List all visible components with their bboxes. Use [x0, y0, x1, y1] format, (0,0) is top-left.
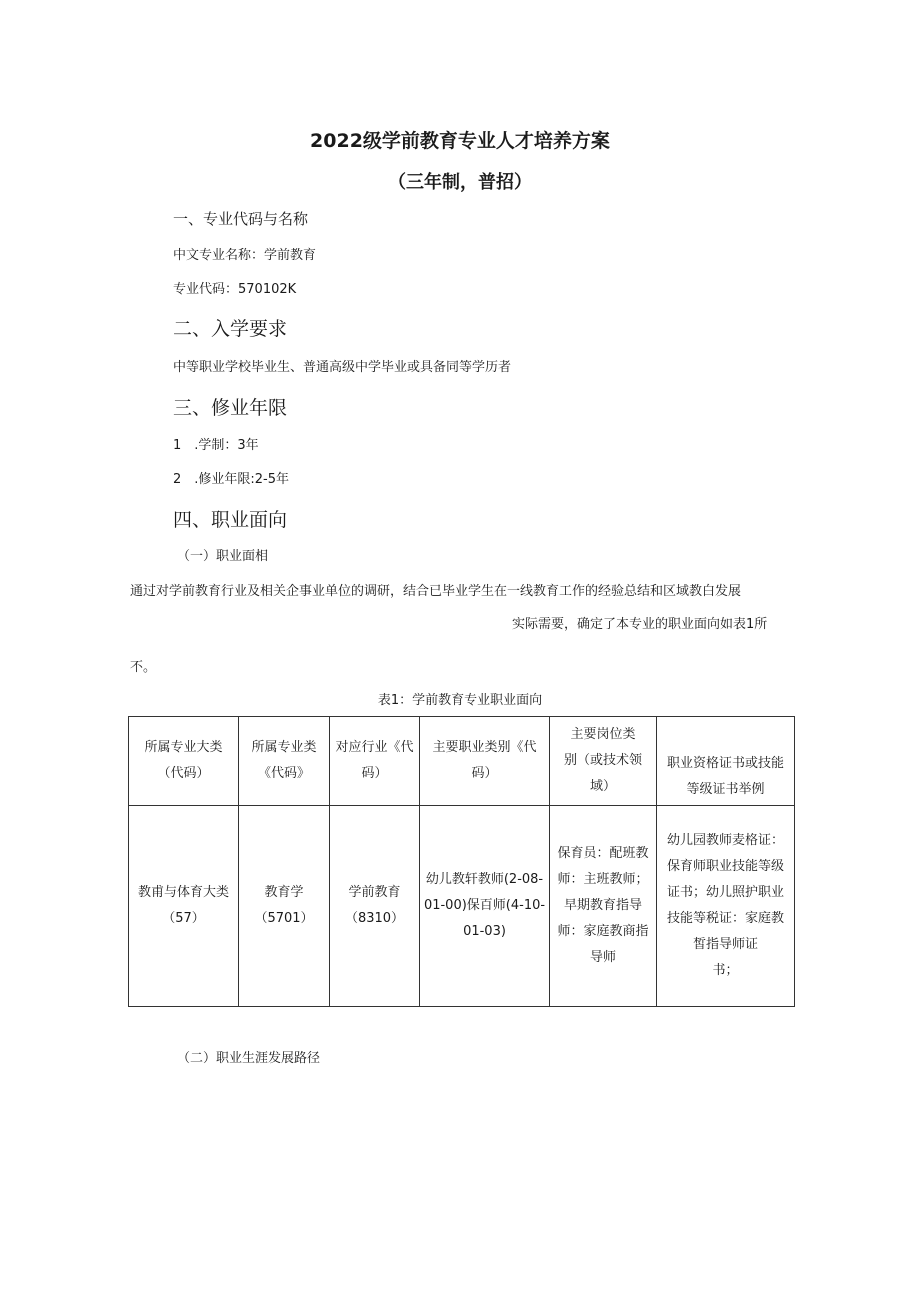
cell-major-class: 教育学 （5701） — [239, 806, 330, 1007]
paragraph-line-2: 实际需要，确定了本专业的职业面向如表1所 — [512, 617, 768, 632]
major-name: 中文专业名称：学前教育 — [173, 248, 317, 263]
major-code: 专业代码：570102K — [173, 282, 297, 297]
header-industry: 对应行业《代 码） — [330, 717, 420, 806]
document-title: 2022级学前教育专业人才培养方案 — [310, 130, 610, 152]
header-major-class: 所属专业类 《代码》 — [239, 717, 330, 806]
header-occupation: 主要职业类别《代 码） — [420, 717, 550, 806]
section-2-heading: 二、入学要求 — [173, 318, 288, 340]
section-1-heading: 一、专业代码与名称 — [173, 210, 309, 228]
table-caption: 表1：学前教育专业职业面向 — [377, 693, 543, 708]
duration-item-1: 1 .学制：3年 — [173, 438, 259, 453]
admission-requirement: 中等职业学校毕业生、普通高级中学毕业或具备同等学历者 — [173, 360, 512, 375]
section-4-heading: 四、职业面向 — [173, 509, 288, 531]
table-row — [129, 806, 795, 1007]
section-3-heading: 三、修业年限 — [173, 397, 288, 419]
duration-item-2: 2 .修业年限:2-5年 — [173, 472, 290, 487]
cell-major-category: 教甫与体育大类 （57） — [129, 806, 239, 1007]
header-certificates: 职业资格证书或技能 等级证书举例 — [657, 717, 795, 806]
subsection-4-1-heading: （一）职业面相 — [177, 549, 269, 564]
paragraph-line-1: 通过对学前教育行业及相关企事业单位的调研，结合已毕业学生在一线教育工作的经验总结和区域教白发展 — [130, 584, 742, 599]
document-subtitle: （三年制，普招） — [388, 172, 532, 193]
subsection-4-2-heading: （二）职业生涯发展路径 — [177, 1051, 321, 1066]
paragraph-line-3: 不。 — [130, 660, 157, 675]
header-major-category: 所属专业大类 （代码） — [129, 717, 239, 806]
cell-certificates: 幼儿园教师麦格证： 保育师职业技能等级 证书；幼儿照护职业 技能等税证：家庭教 皙指导师证 书； — [657, 806, 795, 1007]
cell-occupation: 幼儿教轩教师(2-08- 01-00)保百师(4-10- 01-03) — [420, 806, 550, 1007]
header-positions: 主要岗位类 别（或技术领 域） — [550, 717, 657, 806]
table-header-row — [129, 717, 795, 806]
cell-industry: 学前教育 （8310） — [330, 806, 420, 1007]
career-table — [128, 716, 795, 1007]
cell-positions: 保育员：配班教 师：主班教师； 早期教育指导 师：家庭教商指 导师 — [550, 806, 657, 1007]
